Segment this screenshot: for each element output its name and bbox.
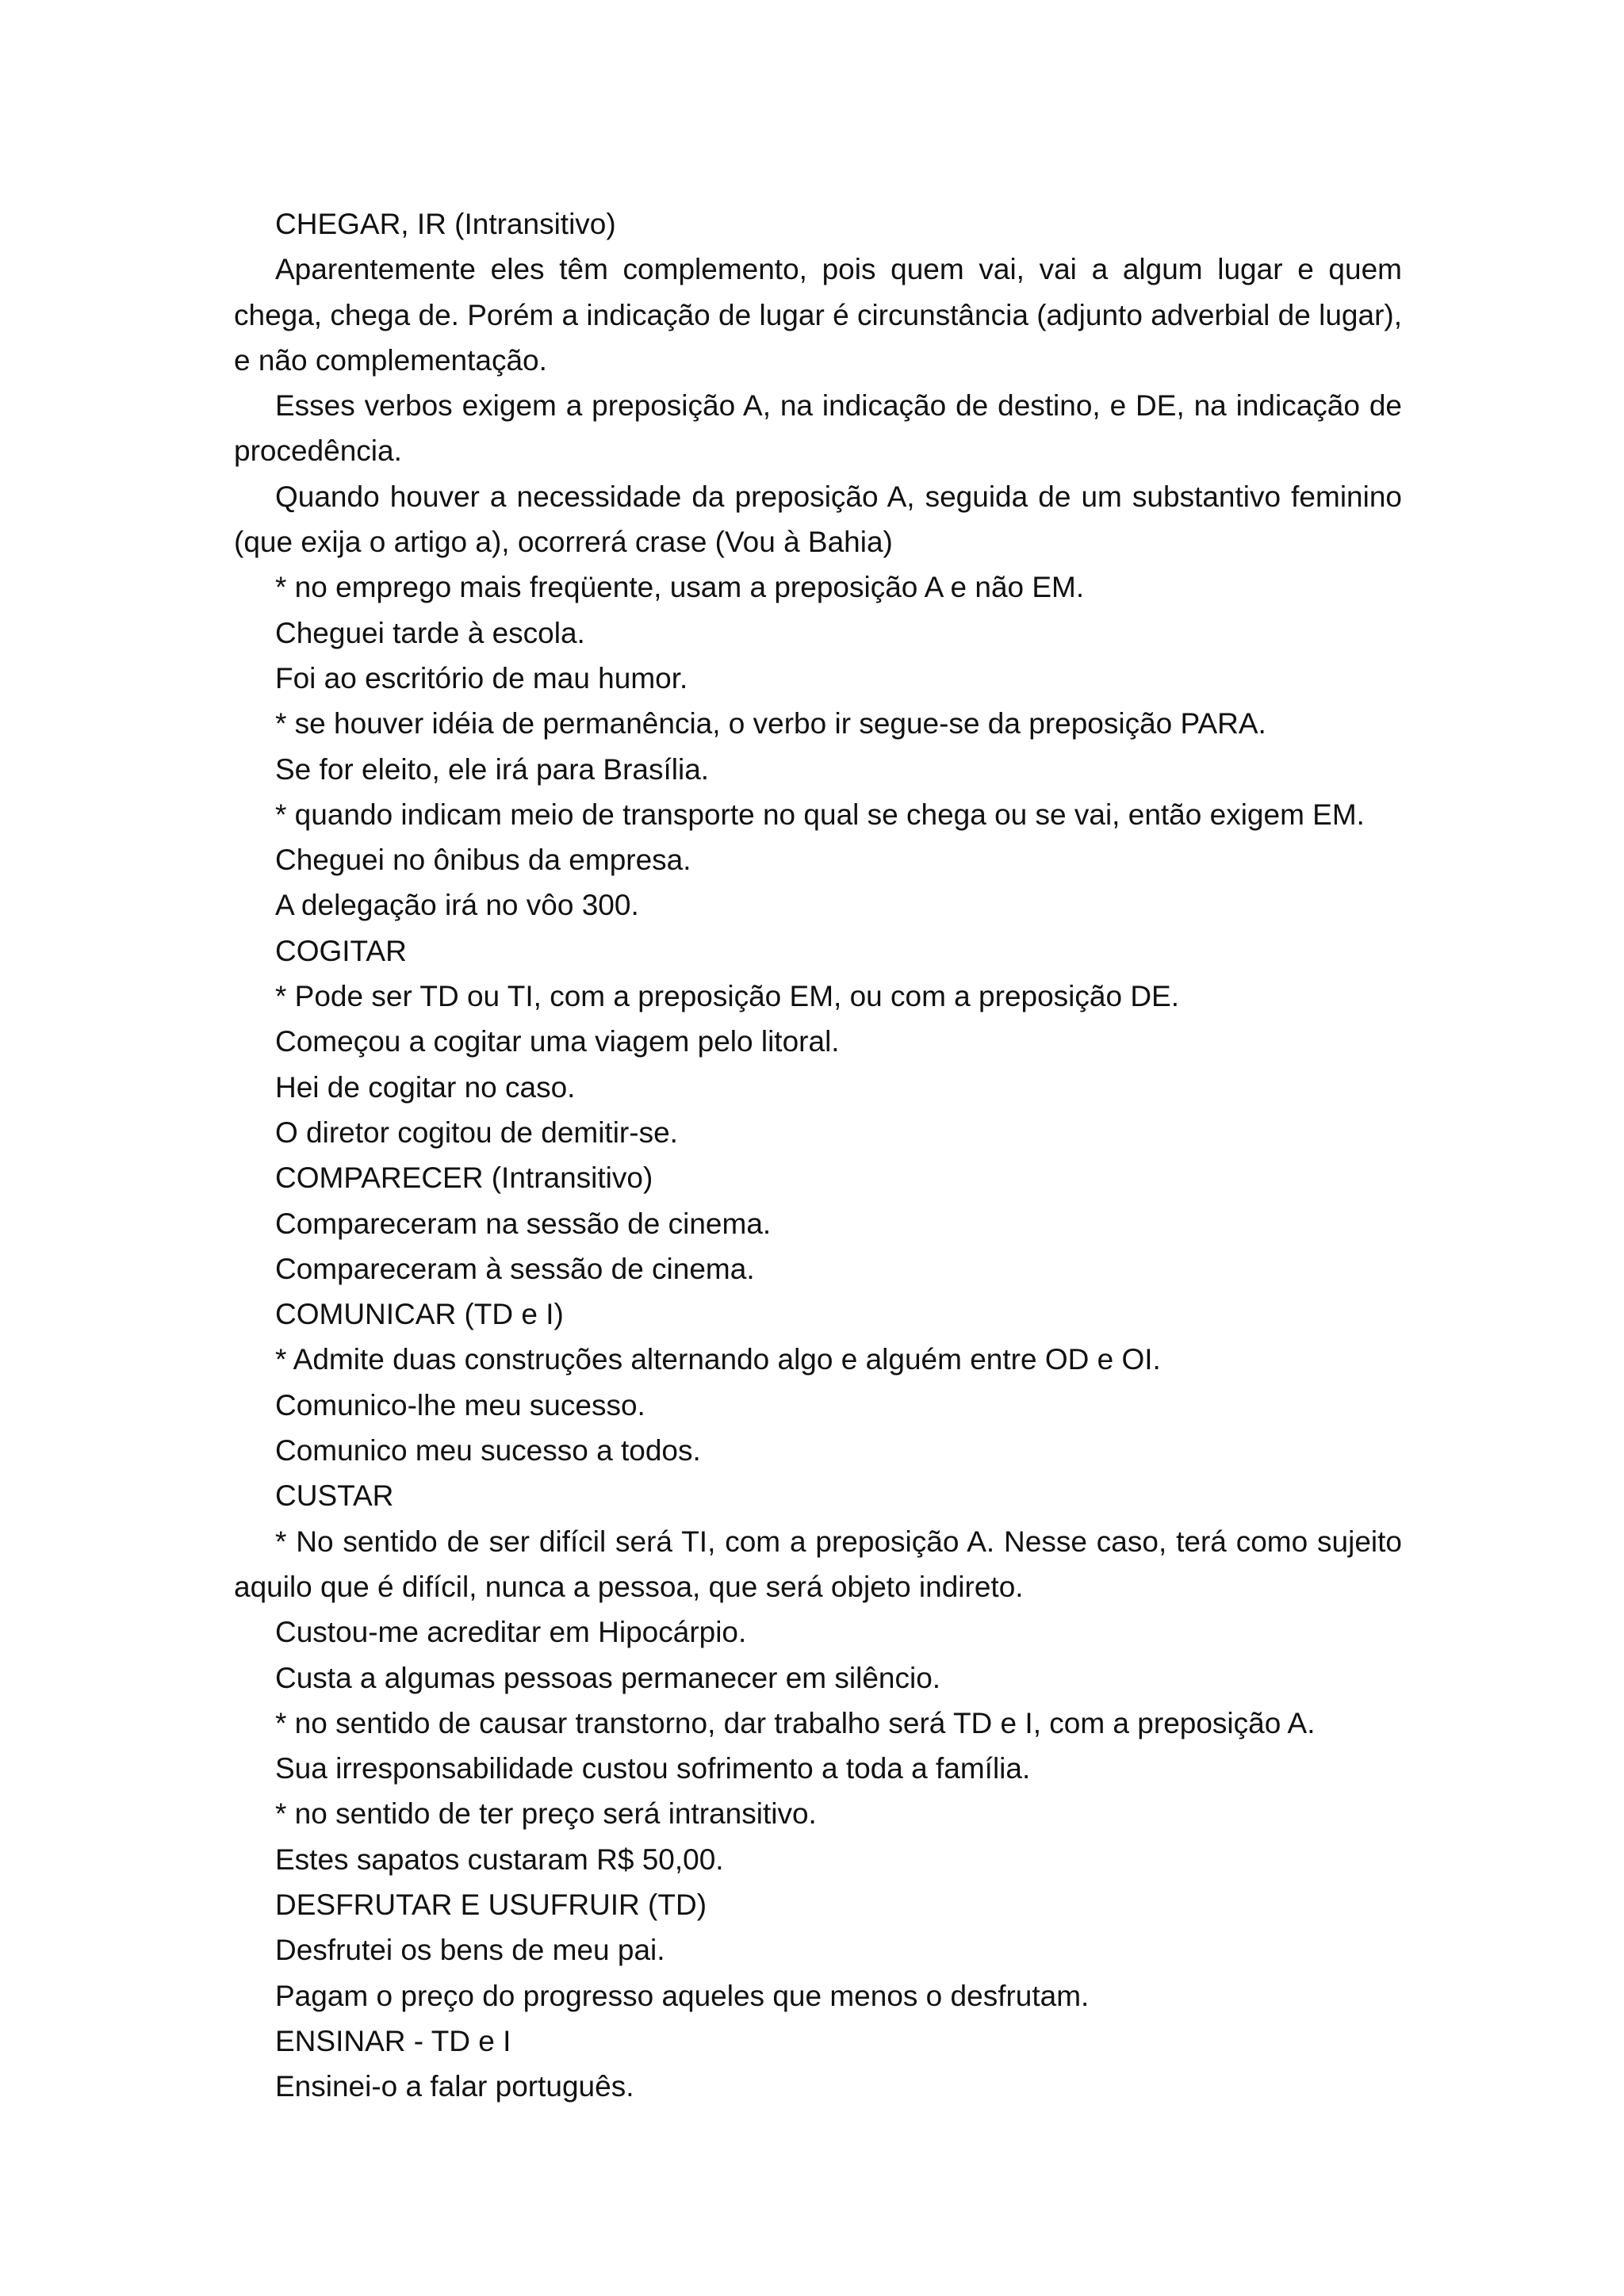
rule-note: * se houver idéia de permanência, o verbo ir segue-se da preposição PARA. <box>275 707 1266 740</box>
example-sentence: Hei de cogitar no caso. <box>275 1070 576 1104</box>
rule-note: * no emprego mais freqüente, usam a preposição A e não EM. <box>275 571 1085 604</box>
example-sentence: Comunico-lhe meu sucesso. <box>275 1388 645 1422</box>
entry-heading-ensinar: ENSINAR - TD e I <box>275 2024 511 2057</box>
example-sentence: Custa a algumas pessoas permanecer em silêncio. <box>275 1661 941 1694</box>
example-sentence: A delegação irá no vôo 300. <box>275 889 639 922</box>
example-sentence: Começou a cogitar uma viagem pelo litoral. <box>275 1025 840 1058</box>
body-paragraph: Aparentemente eles têm complemento, pois quem vai, vai a algum lugar e quem chega, chega de. Porém a indicação de lugar é circunstância (adjunto adverbial de lugar), e não complementação. <box>234 253 1402 377</box>
example-sentence: O diretor cogitou de demitir-se. <box>275 1115 678 1149</box>
rule-note: * no sentido de causar transtorno, dar trabalho será TD e I, com a preposição A. <box>275 1706 1316 1739</box>
document-page <box>234 201 1402 2109</box>
example-sentence: Compareceram na sessão de cinema. <box>275 1207 772 1240</box>
body-paragraph: Esses verbos exigem a preposição A, na indicação de destino, e DE, na indicação de procedência. <box>234 389 1402 468</box>
example-sentence: Estes sapatos custaram R$ 50,00. <box>275 1843 724 1876</box>
rule-note: * Admite duas construções alternando algo e alguém entre OD e OI. <box>275 1343 1161 1376</box>
example-sentence: Comunico meu sucesso a todos. <box>275 1434 701 1468</box>
entry-heading-cogitar: COGITAR <box>275 934 407 967</box>
entry-heading-chegar-ir: CHEGAR, IR (Intransitivo) <box>275 208 616 240</box>
example-sentence: Foi ao escritório de mau humor. <box>275 661 688 695</box>
example-sentence: Custou-me acreditar em Hipocárpio. <box>275 1616 747 1649</box>
example-sentence: Sua irresponsabilidade custou sofrimento a toda a família. <box>275 1752 1031 1785</box>
entry-heading-desfrutar-usufruir: DESFRUTAR E USUFRUIR (TD) <box>275 1888 707 1921</box>
rule-note: * no sentido de ter preço será intransitivo. <box>275 1797 817 1831</box>
example-sentence: Compareceram à sessão de cinema. <box>275 1252 755 1285</box>
example-sentence: Ensinei-o a falar português. <box>275 2070 634 2103</box>
body-paragraph: Quando houver a necessidade da preposição A, seguida de um substantivo feminino (que exija o artigo a), ocorrerá crase (Vou à Bahia) <box>234 480 1402 559</box>
entry-heading-custar: CUSTAR <box>275 1479 394 1513</box>
rule-note: * No sentido de ser difícil será TI, com a preposição A. Nesse caso, terá como sujeito aquilo que é difícil, nunca a pessoa, que será objeto indireto. <box>234 1525 1402 1603</box>
rule-note: * quando indicam meio de transporte no qual se chega ou se vai, então exigem EM. <box>275 798 1365 831</box>
example-sentence: Se for eleito, ele irá para Brasília. <box>275 752 710 786</box>
example-sentence: Cheguei tarde à escola. <box>275 616 585 649</box>
example-sentence: Desfrutei os bens de meu pai. <box>275 1934 665 1967</box>
rule-note: * Pode ser TD ou TI, com a preposição EM, ou com a preposição DE. <box>275 980 1180 1013</box>
example-sentence: Cheguei no ônibus da empresa. <box>275 844 691 877</box>
example-sentence: Pagam o preço do progresso aqueles que menos o desfrutam. <box>275 1979 1090 2012</box>
entry-heading-comparecer: COMPARECER (Intransitivo) <box>275 1161 653 1195</box>
entry-heading-comunicar: COMUNICAR (TD e I) <box>275 1298 564 1331</box>
